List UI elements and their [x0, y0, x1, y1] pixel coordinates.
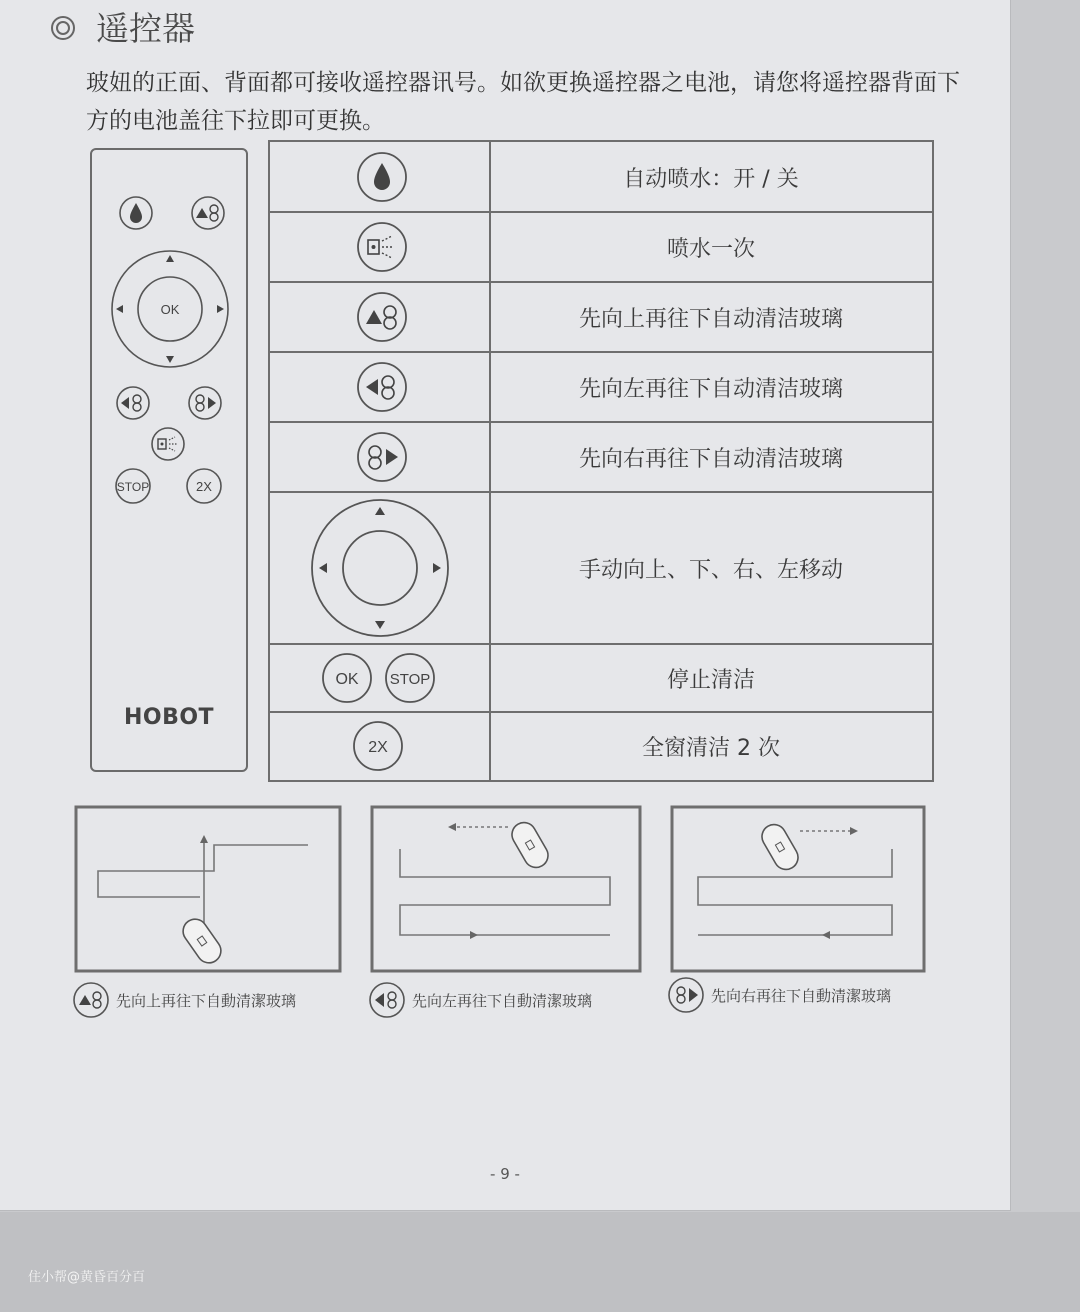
function-description: 先向右再往下自动清洁玻璃	[578, 446, 843, 472]
ok-label: OK	[160, 302, 180, 317]
function-row	[270, 644, 932, 712]
stop-label: STOP	[389, 671, 431, 688]
brand-logo: HOBOT	[123, 705, 215, 730]
diagram-caption	[667, 975, 891, 1015]
caption-text: 先向左再往下自動清潔玻璃	[412, 991, 593, 1010]
function-table	[268, 140, 934, 782]
intro-paragraph: 玻妞的正面、背面都可接收遥控器讯号。如欲更换遥控器之电池，请您将遥控器背面下方的电池盖往下拉即可更换。	[86, 70, 960, 134]
function-description: 停止清洁	[666, 667, 755, 693]
spray-button	[152, 428, 184, 460]
stop-button	[116, 469, 150, 503]
diagram-caption	[72, 980, 296, 1020]
double-button	[187, 469, 221, 503]
right-clean-icon	[667, 976, 705, 1014]
right-clean-button	[189, 387, 221, 419]
left-clean-icon	[368, 981, 406, 1019]
right-clean-icon	[270, 422, 490, 492]
direction-pad-icon	[270, 492, 490, 644]
function-row	[270, 352, 932, 422]
direction-pad	[112, 251, 228, 367]
ok-label: OK	[335, 671, 359, 688]
background-surface	[0, 1212, 1080, 1312]
function-description: 自动喷水：开 / 关	[623, 166, 799, 192]
section-title: 遥控器	[96, 9, 195, 48]
up-clean-button	[192, 197, 224, 229]
function-row	[270, 712, 932, 780]
function-row	[270, 282, 932, 352]
function-row	[270, 492, 932, 644]
watermark: 住小帮@黄昏百分百	[28, 1270, 146, 1285]
water-drop-button	[120, 197, 152, 229]
function-row	[270, 422, 932, 492]
diagram-caption	[368, 980, 592, 1020]
double-icon	[270, 712, 490, 780]
double-circle-icon	[50, 15, 76, 41]
left-clean-button	[117, 387, 149, 419]
function-description: 手动向上、下、右、左移动	[578, 557, 843, 583]
ok-stop-icon	[270, 644, 490, 712]
page-number: - 9 -	[490, 1165, 520, 1183]
spray-icon	[270, 212, 490, 282]
double-label: 2X	[196, 479, 212, 494]
left-clean-icon	[270, 352, 490, 422]
stop-label: STOP	[116, 480, 150, 494]
function-description: 全窗清洁 2 次	[642, 735, 780, 761]
function-row	[270, 212, 932, 282]
caption-text: 先向上再往下自動清潔玻璃	[116, 991, 297, 1010]
function-description: 先向左再往下自动清洁玻璃	[578, 376, 843, 402]
up-clean-icon	[270, 282, 490, 352]
function-row	[270, 142, 932, 212]
remote-control	[90, 148, 248, 772]
up-clean-icon	[72, 981, 110, 1019]
water-drop-icon	[270, 142, 490, 212]
caption-text: 先向右再往下自動清潔玻璃	[711, 986, 892, 1005]
function-description: 喷水一次	[666, 236, 755, 262]
function-description: 先向上再往下自动清洁玻璃	[578, 306, 843, 332]
double-label: 2X	[368, 739, 388, 756]
